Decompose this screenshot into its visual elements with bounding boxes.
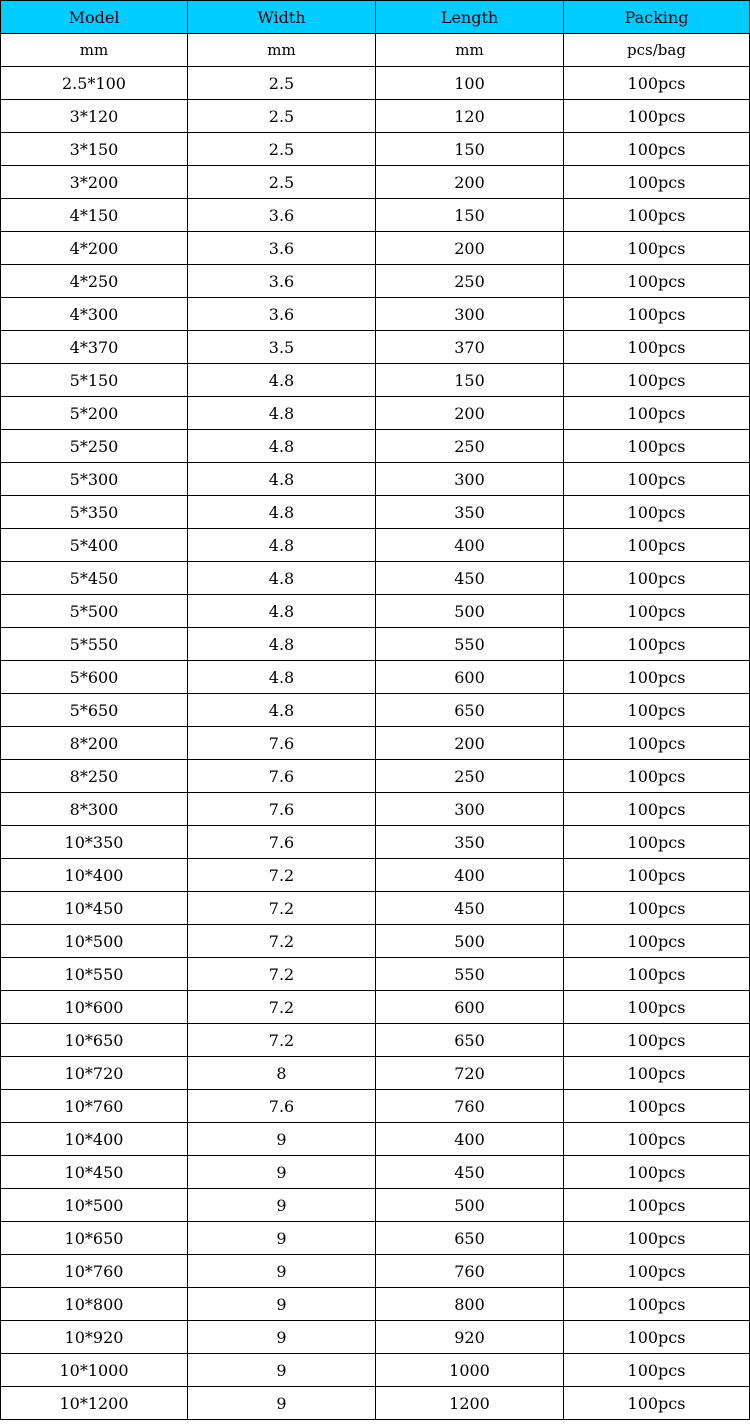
cell-width: 7.2 [188,859,376,892]
cell-model: 10*450 [1,1156,188,1189]
cell-packing: 100pcs [564,1024,750,1057]
cell-packing: 100pcs [564,1222,750,1255]
cell-model: 10*800 [1,1288,188,1321]
cell-length: 400 [376,529,564,562]
cell-width: 7.6 [188,826,376,859]
cell-length: 200 [376,397,564,430]
table-row [1,232,750,265]
cell-length: 1000 [376,1354,564,1387]
header-row [1,1,750,34]
table-row [1,661,750,694]
cell-model: 10*650 [1,1222,188,1255]
cell-length: 350 [376,496,564,529]
cell-packing: 100pcs [564,760,750,793]
cell-packing: 100pcs [564,1255,750,1288]
cell-packing: 100pcs [564,232,750,265]
header-length: Length [376,1,564,34]
cell-packing: 100pcs [564,331,750,364]
table-row [1,463,750,496]
cell-model: 3*200 [1,166,188,199]
cell-packing: 100pcs [564,991,750,1024]
cell-length: 450 [376,562,564,595]
table-row [1,166,750,199]
cell-width: 9 [188,1123,376,1156]
cell-packing: 100pcs [564,859,750,892]
table-row [1,199,750,232]
table-row [1,1123,750,1156]
cell-width: 3.5 [188,331,376,364]
unit-length: mm [376,34,564,67]
cell-model: 5*250 [1,430,188,463]
cell-packing: 100pcs [564,100,750,133]
cell-width: 9 [188,1288,376,1321]
units-row [1,34,750,67]
cell-width: 7.6 [188,1090,376,1123]
table-row [1,760,750,793]
cell-length: 250 [376,430,564,463]
cell-width: 4.8 [188,562,376,595]
cell-length: 300 [376,793,564,826]
table-row [1,1354,750,1387]
cell-width: 2.5 [188,67,376,100]
table-row [1,1057,750,1090]
header-model: Model [1,1,188,34]
cell-model: 3*120 [1,100,188,133]
cell-model: 10*760 [1,1090,188,1123]
cell-packing: 100pcs [564,463,750,496]
cell-length: 400 [376,859,564,892]
table-row [1,133,750,166]
cell-model: 10*400 [1,1123,188,1156]
cell-length: 600 [376,991,564,1024]
table-row [1,694,750,727]
table-row [1,892,750,925]
cell-packing: 100pcs [564,1189,750,1222]
cell-width: 7.2 [188,1024,376,1057]
cell-length: 150 [376,133,564,166]
cell-length: 760 [376,1255,564,1288]
cell-length: 150 [376,364,564,397]
cell-length: 450 [376,892,564,925]
cell-width: 4.8 [188,496,376,529]
cell-packing: 100pcs [564,166,750,199]
cell-length: 200 [376,727,564,760]
cell-width: 2.5 [188,133,376,166]
cell-packing: 100pcs [564,199,750,232]
cell-packing: 100pcs [564,826,750,859]
cell-length: 450 [376,1156,564,1189]
cell-packing: 100pcs [564,1387,750,1420]
table-row [1,925,750,958]
cell-model: 5*300 [1,463,188,496]
cell-model: 5*550 [1,628,188,661]
cell-length: 150 [376,199,564,232]
table-row [1,958,750,991]
cell-model: 10*350 [1,826,188,859]
cell-width: 9 [188,1255,376,1288]
cell-model: 10*760 [1,1255,188,1288]
cell-length: 720 [376,1057,564,1090]
cell-width: 3.6 [188,298,376,331]
cell-width: 4.8 [188,364,376,397]
cell-width: 7.2 [188,892,376,925]
cell-model: 5*150 [1,364,188,397]
cell-model: 10*720 [1,1057,188,1090]
cell-length: 500 [376,925,564,958]
table-row [1,364,750,397]
cell-model: 4*250 [1,265,188,298]
cell-width: 4.8 [188,694,376,727]
cell-model: 5*600 [1,661,188,694]
cell-width: 9 [188,1387,376,1420]
cell-width: 7.6 [188,727,376,760]
unit-model: mm [1,34,188,67]
cell-model: 5*350 [1,496,188,529]
cell-packing: 100pcs [564,133,750,166]
table-row [1,991,750,1024]
cell-packing: 100pcs [564,694,750,727]
table-body [1,67,750,1420]
cell-packing: 100pcs [564,628,750,661]
table-row [1,100,750,133]
cell-length: 100 [376,67,564,100]
cell-packing: 100pcs [564,1321,750,1354]
cell-model: 8*250 [1,760,188,793]
cell-packing: 100pcs [564,364,750,397]
cell-length: 370 [376,331,564,364]
cell-width: 9 [188,1222,376,1255]
table-row [1,1222,750,1255]
cell-packing: 100pcs [564,397,750,430]
table-row [1,595,750,628]
cell-length: 250 [376,760,564,793]
cell-model: 10*920 [1,1321,188,1354]
table-row [1,1387,750,1420]
table-row [1,1321,750,1354]
cell-width: 2.5 [188,166,376,199]
cell-model: 10*500 [1,925,188,958]
cell-width: 3.6 [188,265,376,298]
header-packing: Packing [564,1,750,34]
cell-packing: 100pcs [564,958,750,991]
table-row [1,331,750,364]
table-row [1,793,750,826]
cell-packing: 100pcs [564,1288,750,1321]
cell-packing: 100pcs [564,67,750,100]
cell-model: 10*650 [1,1024,188,1057]
cell-packing: 100pcs [564,529,750,562]
table-row [1,1189,750,1222]
cell-packing: 100pcs [564,265,750,298]
cell-packing: 100pcs [564,595,750,628]
unit-width: mm [188,34,376,67]
cell-length: 760 [376,1090,564,1123]
cell-model: 5*400 [1,529,188,562]
cell-length: 500 [376,1189,564,1222]
cell-length: 650 [376,694,564,727]
cell-length: 400 [376,1123,564,1156]
cell-width: 4.8 [188,430,376,463]
cell-model: 10*600 [1,991,188,1024]
cell-length: 1200 [376,1387,564,1420]
header-width: Width [188,1,376,34]
table-row [1,1288,750,1321]
unit-packing: pcs/bag [564,34,750,67]
cell-model: 10*1200 [1,1387,188,1420]
cell-length: 200 [376,166,564,199]
cell-packing: 100pcs [564,1354,750,1387]
cell-packing: 100pcs [564,1123,750,1156]
cell-length: 350 [376,826,564,859]
cell-width: 7.6 [188,760,376,793]
cell-length: 650 [376,1024,564,1057]
table-header [1,1,750,67]
cell-width: 4.8 [188,595,376,628]
cell-model: 5*450 [1,562,188,595]
cell-model: 3*150 [1,133,188,166]
table-row [1,1024,750,1057]
cell-length: 120 [376,100,564,133]
cell-width: 4.8 [188,661,376,694]
cell-packing: 100pcs [564,925,750,958]
table-row [1,397,750,430]
table-row [1,529,750,562]
table-row [1,1156,750,1189]
table-row [1,859,750,892]
cell-length: 500 [376,595,564,628]
cell-model: 5*500 [1,595,188,628]
cell-width: 4.8 [188,463,376,496]
cell-packing: 100pcs [564,892,750,925]
cell-model: 10*450 [1,892,188,925]
cell-model: 4*370 [1,331,188,364]
cell-packing: 100pcs [564,562,750,595]
cell-length: 600 [376,661,564,694]
cell-width: 7.2 [188,925,376,958]
cell-model: 10*500 [1,1189,188,1222]
cell-length: 650 [376,1222,564,1255]
cell-length: 300 [376,298,564,331]
table-row [1,298,750,331]
cell-width: 3.6 [188,199,376,232]
cell-model: 8*300 [1,793,188,826]
cell-model: 5*200 [1,397,188,430]
cell-model: 8*200 [1,727,188,760]
cell-model: 4*150 [1,199,188,232]
table-row [1,1090,750,1123]
cell-model: 2.5*100 [1,67,188,100]
cell-length: 800 [376,1288,564,1321]
cell-length: 550 [376,628,564,661]
cell-packing: 100pcs [564,1090,750,1123]
cell-width: 9 [188,1156,376,1189]
cell-length: 920 [376,1321,564,1354]
cell-width: 3.6 [188,232,376,265]
table-row [1,1255,750,1288]
cell-width: 7.2 [188,958,376,991]
table-row [1,826,750,859]
cell-width: 9 [188,1354,376,1387]
table-row [1,265,750,298]
cell-packing: 100pcs [564,1057,750,1090]
table-row [1,628,750,661]
cell-width: 4.8 [188,529,376,562]
cell-width: 2.5 [188,100,376,133]
cell-width: 9 [188,1321,376,1354]
table-row [1,496,750,529]
cell-length: 550 [376,958,564,991]
cell-model: 5*650 [1,694,188,727]
cell-length: 200 [376,232,564,265]
cell-model: 10*1000 [1,1354,188,1387]
cell-packing: 100pcs [564,430,750,463]
table-row [1,67,750,100]
cell-packing: 100pcs [564,298,750,331]
table-row [1,727,750,760]
cell-packing: 100pcs [564,793,750,826]
cell-model: 10*550 [1,958,188,991]
cell-width: 4.8 [188,397,376,430]
cell-width: 7.2 [188,991,376,1024]
cell-model: 4*200 [1,232,188,265]
cell-length: 250 [376,265,564,298]
table-row [1,562,750,595]
cell-model: 10*400 [1,859,188,892]
cell-packing: 100pcs [564,727,750,760]
cell-width: 7.6 [188,793,376,826]
cell-packing: 100pcs [564,1156,750,1189]
cell-packing: 100pcs [564,496,750,529]
cell-width: 9 [188,1189,376,1222]
cell-width: 4.8 [188,628,376,661]
table-row [1,430,750,463]
cell-model: 4*300 [1,298,188,331]
cell-packing: 100pcs [564,661,750,694]
cell-length: 300 [376,463,564,496]
cell-width: 8 [188,1057,376,1090]
